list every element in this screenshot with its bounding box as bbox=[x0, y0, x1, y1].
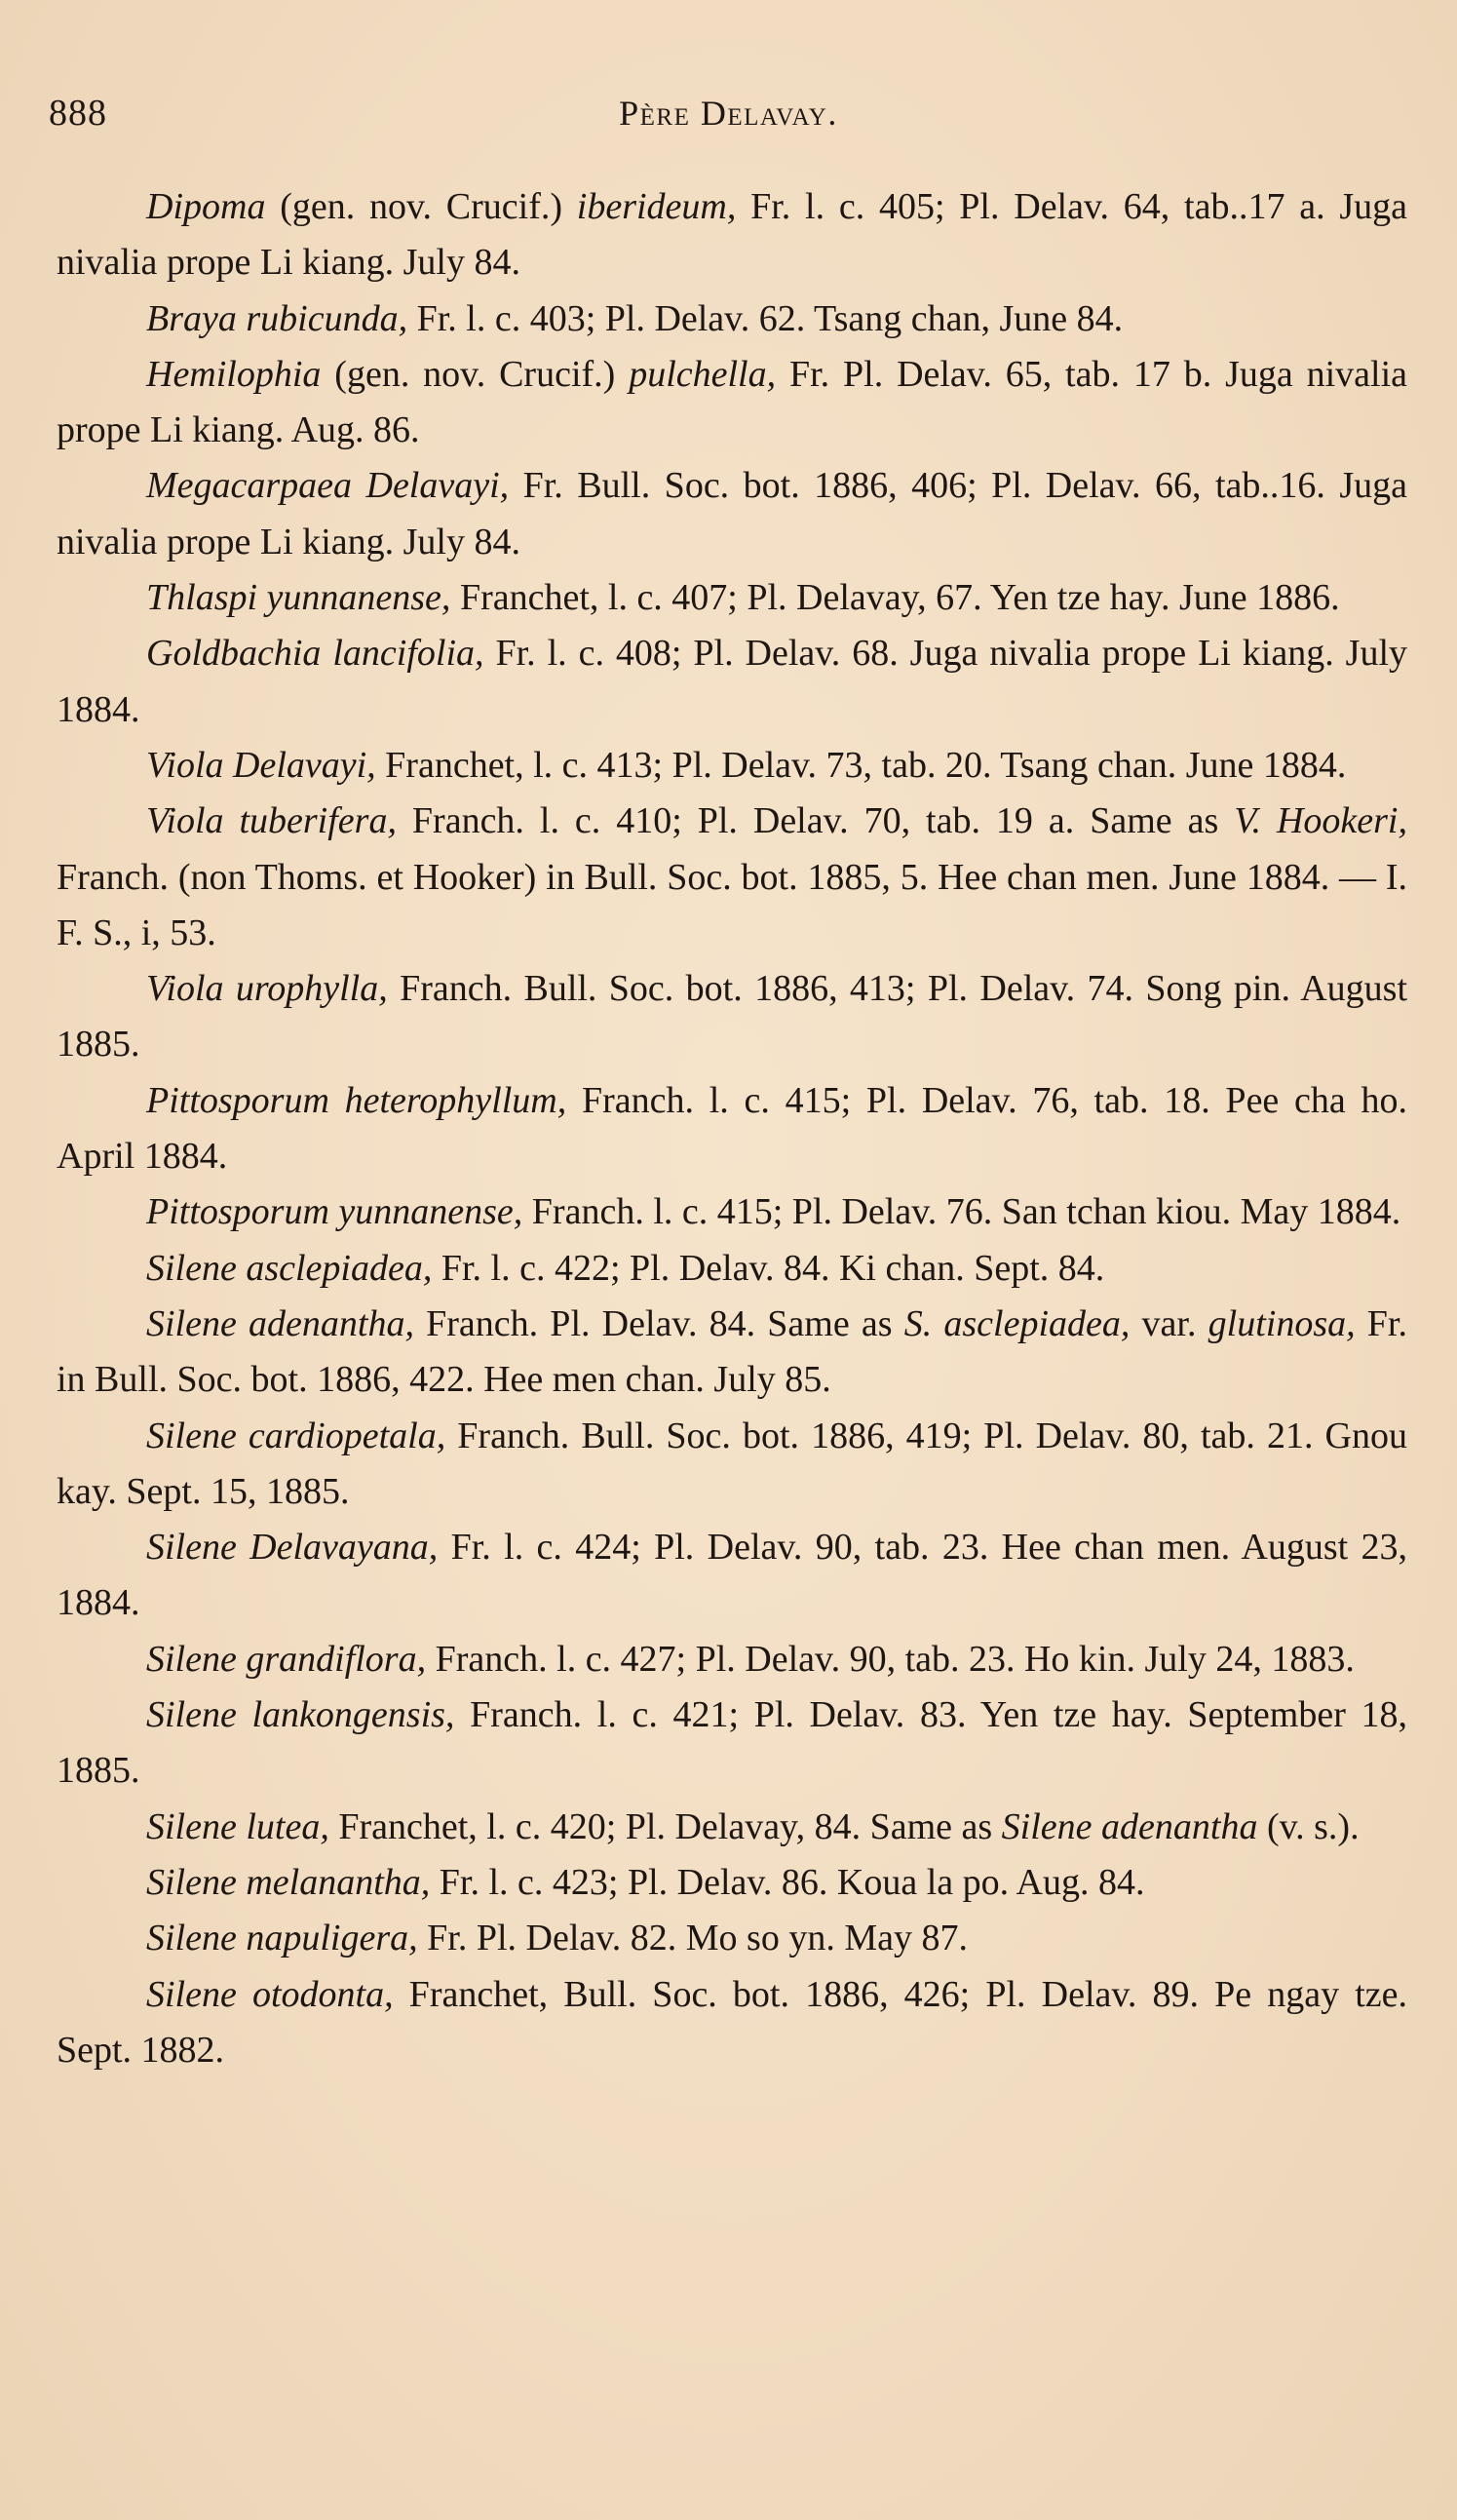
citation: Franchet, Bull. Soc. bot. 1886, 426; Pl. Delav. 89. Pe ngay tze. Sept. 1882. bbox=[57, 1973, 1407, 2071]
list-item bbox=[57, 1632, 1407, 1687]
citation: Franch. l. c. 415; Pl. Delav. 76. San tchan kiou. May 1884. bbox=[522, 1191, 1401, 1233]
list-item bbox=[57, 1967, 1407, 2079]
species-name: Viola Delavayi, bbox=[146, 744, 376, 786]
species-name: Silene otodonta, bbox=[146, 1973, 394, 2015]
species-name: Megacarpaea Delavayi, bbox=[146, 465, 510, 507]
citation: Fr. l. c. 403; Pl. Delav. 62. Tsang chan, June 84. bbox=[407, 297, 1124, 339]
species-name: Silene cardiopetala, bbox=[146, 1415, 446, 1456]
citation: Fr. Bull. Soc. bot. 1886, 406; Pl. Delav. 66, tab..16. Juga nivalia prope Li kiang. July 84. bbox=[57, 465, 1407, 562]
citation: Fr. l. c. 408; Pl. Delav. 68. Juga nivalia prope Li kiang. July 1884. bbox=[57, 633, 1408, 730]
species-name: Pittosporum yunnanense, bbox=[146, 1191, 523, 1233]
synonym-name: Silene adenantha bbox=[1001, 1805, 1258, 1847]
species-name: Silene lankongensis, bbox=[146, 1694, 455, 1736]
list-item bbox=[57, 1409, 1407, 1521]
list-item bbox=[57, 1855, 1407, 1911]
species-name: Goldbachia lancifolia, bbox=[146, 633, 484, 675]
list-item bbox=[57, 1184, 1407, 1240]
synonym-name: V. Hookeri, bbox=[1234, 800, 1407, 842]
citation: Franch. Bull. Soc. bot. 1886, 419; Pl. Delav. 80, tab. 21. Gnou kay. Sept. 15, 1885. bbox=[57, 1415, 1407, 1512]
citation: Fr. l. c. 423; Pl. Delav. 86. Koua la po. Aug. 84. bbox=[430, 1861, 1145, 1903]
species-name: Silene Delavayana, bbox=[146, 1527, 439, 1569]
list-item bbox=[57, 291, 1407, 347]
list-item bbox=[57, 626, 1407, 738]
citation: Franchet, l. c. 420; Pl. Delavay, 84. Same as bbox=[328, 1805, 1002, 1847]
citation: Fr. l. c. 422; Pl. Delav. 84. Ki chan. Sept. 84. bbox=[432, 1247, 1105, 1289]
species-name: Viola urophylla, bbox=[146, 968, 388, 1010]
list-item bbox=[57, 347, 1407, 459]
citation: var. bbox=[1130, 1302, 1208, 1344]
species-name: Pittosporum heterophyllum, bbox=[146, 1079, 567, 1121]
citation: Franch. l. c. 421; Pl. Delav. 83. Yen tze hay. September 18, 1885. bbox=[57, 1694, 1407, 1792]
citation: Franch. Pl. Delav. 84. Same as bbox=[413, 1302, 904, 1344]
list-item bbox=[57, 738, 1407, 794]
species-name: Silene lutea, bbox=[146, 1805, 329, 1847]
species-name: Silene grandiflora, bbox=[146, 1638, 427, 1680]
species-name: Silene asclepiadea, bbox=[146, 1247, 433, 1289]
species-name: Hemilophia bbox=[146, 353, 322, 395]
citation: (gen. nov. Crucif.) bbox=[265, 186, 577, 227]
list-item bbox=[57, 179, 1407, 291]
species-name: Silene melanantha, bbox=[146, 1861, 431, 1903]
citation: Fr. Pl. Delav. 82. Mo so yn. May 87. bbox=[417, 1918, 969, 1959]
list-item bbox=[57, 1800, 1407, 1855]
synonym-name: S. asclepiadea, bbox=[903, 1302, 1131, 1344]
list-item bbox=[57, 794, 1407, 961]
species-name: Silene adenantha, bbox=[146, 1302, 414, 1344]
list-item bbox=[57, 1297, 1407, 1409]
citation: Franch. l. c. 410; Pl. Delav. 70, tab. 19 a. Same as bbox=[396, 800, 1235, 842]
citation: Franch. Bull. Soc. bot. 1886, 413; Pl. Delav. 74. Song pin. August 1885. bbox=[57, 968, 1407, 1066]
species-name: Thlaspi yunnanense, bbox=[146, 577, 451, 619]
list-item bbox=[57, 1911, 1407, 1966]
species-epithet: iberideum, bbox=[576, 186, 737, 227]
citation: Franchet, l. c. 407; Pl. Delavay, 67. Yen tze hay. June 1886. bbox=[450, 577, 1340, 619]
citation: (gen. nov. Crucif.) bbox=[321, 353, 630, 395]
species-name: Braya rubicunda, bbox=[146, 297, 408, 339]
citation: Franchet, l. c. 413; Pl. Delav. 73, tab. 20. Tsang chan. June 1884. bbox=[375, 744, 1347, 786]
species-epithet: pulchella, bbox=[629, 353, 777, 395]
citation: Fr. l. c. 424; Pl. Delav. 90, tab. 23. Hee chan men. August 23, 1884. bbox=[57, 1527, 1407, 1624]
list-item bbox=[57, 570, 1407, 626]
species-name: Dipoma bbox=[146, 186, 266, 227]
citation: Franch. l. c. 427; Pl. Delav. 90, tab. 23. Ho kin. July 24, 1883. bbox=[426, 1638, 1355, 1680]
list-item bbox=[57, 961, 1407, 1073]
citation: Fr. Pl. Delav. 65, tab. 17 b. Juga nivalia prope Li kiang. Aug. 86. bbox=[57, 353, 1407, 451]
citation: Fr. l. c. 405; Pl. Delav. 64, tab..17 a. Juga nivalia prope Li kiang. July 84. bbox=[57, 186, 1407, 284]
page-number: 888 bbox=[49, 93, 107, 134]
list-item bbox=[57, 1687, 1407, 1800]
species-name: Silene napuligera, bbox=[146, 1918, 418, 1959]
list-item bbox=[57, 1241, 1407, 1297]
citation: Franch. (non Thoms. et Hooker) in Bull. Soc. bot. 1885, 5. Hee chan men. June 1884. — I. F. S., i, 53. bbox=[57, 856, 1407, 953]
citation: (v. s.). bbox=[1257, 1805, 1360, 1847]
species-list bbox=[57, 179, 1407, 2078]
list-item bbox=[57, 1073, 1407, 1185]
running-head: Père Delavay. bbox=[619, 94, 838, 133]
list-item bbox=[57, 1520, 1407, 1632]
page-header bbox=[49, 84, 1408, 142]
variety-name: glutinosa, bbox=[1208, 1302, 1356, 1344]
citation: Franch. l. c. 415; Pl. Delav. 76, tab. 18. Pee cha ho. April 1884. bbox=[57, 1079, 1407, 1178]
species-name: Viola tuberifera, bbox=[146, 800, 397, 842]
citation: Fr. in Bull. Soc. bot. 1886, 422. Hee men chan. July 85. bbox=[57, 1302, 1407, 1401]
list-item bbox=[57, 458, 1407, 570]
